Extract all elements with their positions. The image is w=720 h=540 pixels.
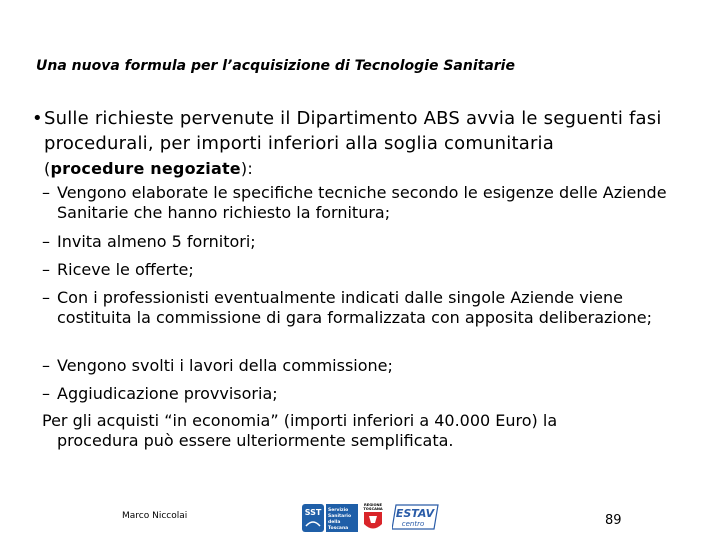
closing-line-1: Per gli acquisti “in economia” (importi inferiori a 40.000 Euro) la <box>42 411 558 430</box>
sub-item <box>42 183 682 223</box>
sst-text-4: Toscana <box>328 526 349 531</box>
regione-text-2: TOSCANA <box>363 507 383 511</box>
dash-marker: – <box>42 288 50 307</box>
sub-item-text: Invita almeno 5 fornitori; <box>57 232 256 251</box>
main-bullet-text: Sulle richieste pervenute il Dipartimento ABS avvia le seguenti fasi procedurali, per importi inferiori alla soglia comunitaria <box>44 108 662 154</box>
main-bullet-text-block <box>44 106 692 181</box>
sub-item <box>42 288 682 328</box>
sub-item-text: Con i professionisti eventualmente indicati dalle singole Aziende viene costituita la commissione di gara formalizzata con apposita deliberazione; <box>57 288 653 327</box>
sub-item <box>42 260 682 280</box>
sst-text-2: Sanitario <box>328 514 352 519</box>
footer-author: Marco Niccolai <box>122 511 188 521</box>
regione-toscana-logo <box>361 502 385 534</box>
estav-sub: centro <box>401 520 425 528</box>
open-paren: ( <box>44 159 51 178</box>
sub-item-text: Vengono svolti i lavori della commissione; <box>57 356 393 375</box>
main-bullet-paren <box>44 159 253 178</box>
sst-mark: SST <box>304 508 322 517</box>
sub-item <box>42 356 682 376</box>
dash-marker: – <box>42 356 50 375</box>
estav-mark: ESTAV <box>395 507 435 520</box>
sst-text-1: Servizio <box>328 508 349 513</box>
bullet-dot: • <box>32 108 43 129</box>
sst-logo <box>302 504 358 532</box>
dash-marker: – <box>42 384 50 403</box>
sub-item-text: Vengono elaborate le specifiche tecniche secondo le esigenze delle Aziende Sanitarie che hanno richiesto la fornitura; <box>57 183 667 222</box>
sub-item-text: Riceve le offerte; <box>57 260 194 279</box>
dash-marker: – <box>42 260 50 279</box>
sub-item <box>42 384 682 404</box>
sst-text-3: della <box>328 520 341 525</box>
regione-text-1: REGIONE <box>363 503 383 507</box>
main-bullet <box>32 106 692 181</box>
estav-logo <box>392 503 440 531</box>
closing-line-2: procedura può essere ulteriormente semplificata. <box>57 431 454 450</box>
slide-subtitle: Una nuova formula per l’acquisizione di Tecnologie Sanitarie <box>36 58 515 74</box>
sub-item <box>42 232 682 252</box>
dash-marker: – <box>42 232 50 251</box>
dash-marker: – <box>42 183 50 202</box>
page-number: 89 <box>605 513 622 528</box>
closing-paragraph <box>42 411 682 451</box>
close-paren: ): <box>240 159 253 178</box>
sub-item-text: Aggiudicazione provvisoria; <box>57 384 278 403</box>
procedure-negoziate-label: procedure negoziate <box>50 159 241 178</box>
